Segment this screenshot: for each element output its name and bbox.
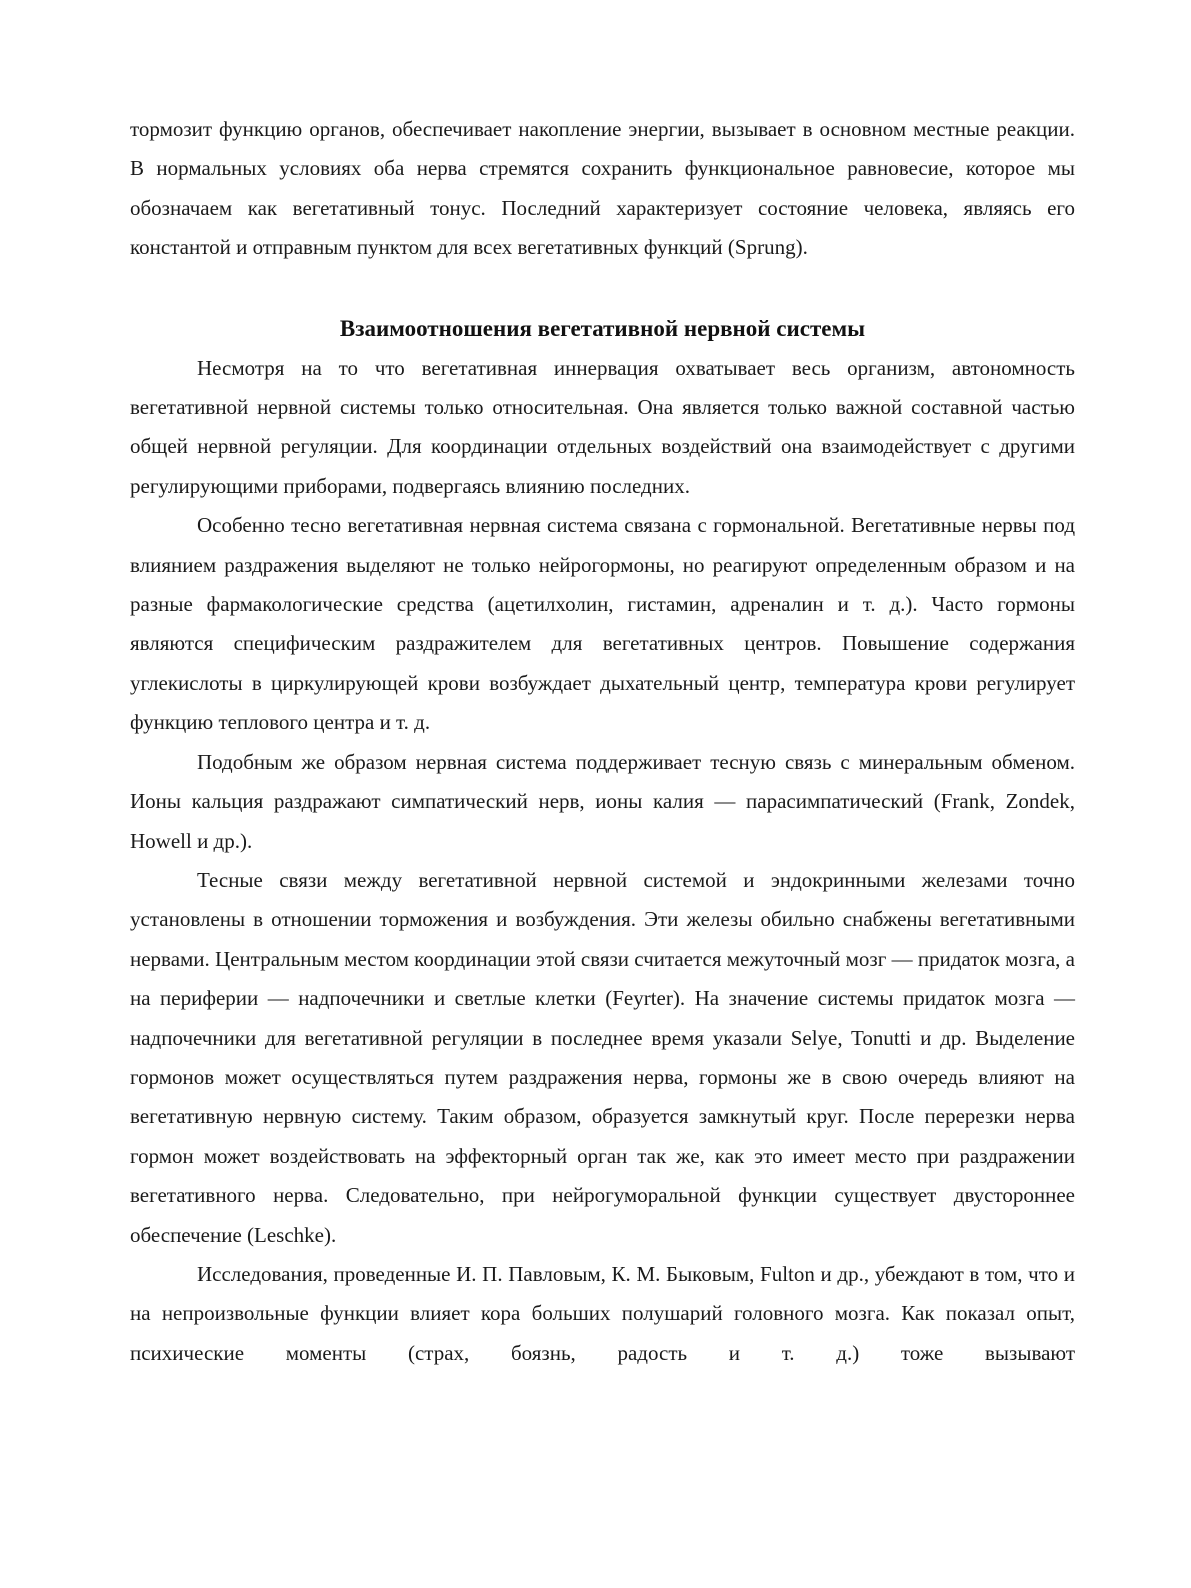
paragraph-endocrine: Тесные связи между вегетативной нервной системой и эндокринными железами точно установлены в отношении торможения и возбуждения. Эти железы обильно снабжены вегетативными нервами. Центральным местом координации этой связи считается межуточный мозг — придаток мозга, а на периферии — надпочечники и светлые клетки (Feyrter). На значение системы придаток мозга — надпочечники для вегетативной регуляции в последнее время указали Selye, Tonutti и др. Выделение гормонов может осуществляться путем раздражения нерва, гормоны же в свою очередь влияют на вегетативную нервную систему. Таким образом, образуется замкнутый круг. После перерезки нерва гормон может воздействовать на эффекторный орган так же, как это имеет место при раздражении вегетативного нерва. Следовательно, при нейрогуморальной функции существует двустороннее обеспечение (Leschke). xyxy=(130,867,1075,1247)
section-heading: Взаимоотношения вегетативной нервной системы xyxy=(339,315,866,341)
opening-paragraph: тормозит функцию органов, обеспечивает накопление энергии, вызывает в основном местные реакции. В нормальных условиях оба нерва стремятся сохранить функциональное равновесие, которое мы обозначаем как вегетативный тонус. Последний характеризует состояние человека, являясь его константой и отправным пунктом для всех вегетативных функций (Sprung). xyxy=(130,117,1075,260)
paragraph-mineral: Подобным же образом нервная система поддерживает тесную связь с минеральным обменом. Ионы кальция раздражают симпатический нерв, ионы калия — парасимпатический (Frank, Zondek, Howell и др.). xyxy=(130,749,1075,853)
paragraph-autonomy: Несмотря на то что вегетативная иннервация охватывает весь организм, автономность вегетативной нервной системы только относительная. Она является только важной составной частью общей нервной регуляции. Для координации отдельных воздействий она взаимодействует с другими регулирующими приборами, подвергаясь влиянию последних. xyxy=(130,355,1075,498)
document-body xyxy=(130,110,1075,1373)
paragraph-hormonal: Особенно тесно вегетативная нервная система связана с гормональной. Вегетативные нервы под влиянием раздражения выделяют не только нейрогормоны, но реагируют определенным образом и на разные фармакологические средства (ацетилхолин, гистамин, адреналин и т. д.). Часто гормоны являются специфическим раздражителем для вегетативных центров. Повышение содержания углекислоты в циркулирующей крови возбуждает дыхательный центр, температура крови регулирует функцию теплового центра и т. д. xyxy=(130,513,1075,735)
paragraph-cortex: Исследования, проведенные И. П. Павловым, К. М. Быковым, Fulton и др., убеждают в том, что и на непроизвольные функции влияет кора больших полушарий головного мозга. Как показал опыт, психические моменты (страх, боязнь, радость и т. д.) тоже вызывают xyxy=(130,1261,1075,1365)
